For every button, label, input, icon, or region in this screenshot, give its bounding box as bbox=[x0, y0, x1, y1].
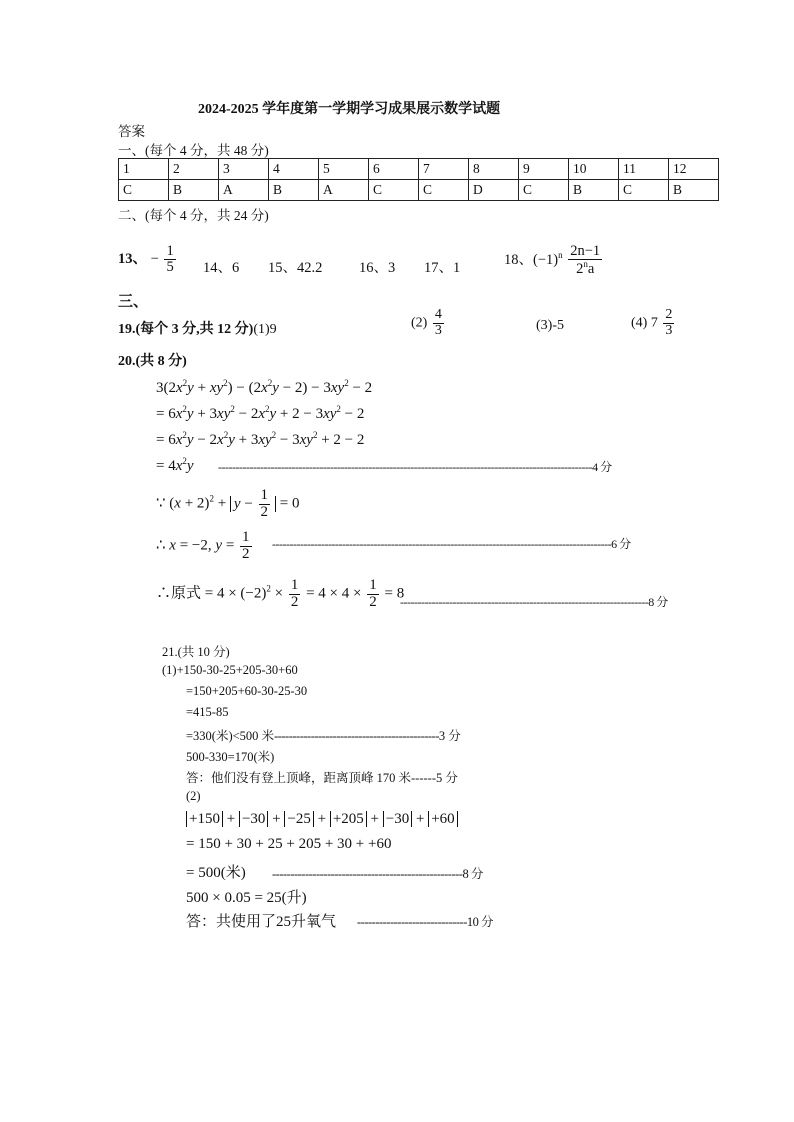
question-number: 8 bbox=[469, 159, 519, 180]
answer-cell: A bbox=[319, 180, 369, 201]
q21-line2: =150+205+60-30-25-30 bbox=[186, 684, 308, 698]
q19-part4-fraction bbox=[663, 308, 674, 338]
answer-cell: C bbox=[519, 180, 569, 201]
q15-answer: 15、42.2 bbox=[268, 260, 323, 276]
q19-part4 bbox=[631, 308, 676, 338]
q13-denominator: 5 bbox=[166, 259, 174, 276]
q21-part2: (2) bbox=[186, 789, 201, 803]
q19-part2-num: 4 bbox=[434, 307, 442, 322]
section1-heading: 一、(每个 4 分，共 48 分) bbox=[118, 143, 269, 158]
q20-result: ∴原式 = $4 \times (-2)^2$ × $\frac{1}{2}$ = 4 × 4 × $\frac{1}{2}$ = 8 bbox=[156, 577, 405, 610]
q19-part2 bbox=[411, 308, 446, 338]
answer-cell: C bbox=[419, 180, 469, 201]
answer-cell: B bbox=[669, 180, 719, 201]
q19-line bbox=[118, 318, 277, 338]
q21-dashes-10: ------------------------------10 分 bbox=[357, 915, 494, 929]
q18-numerator: 2n−1 bbox=[570, 243, 601, 259]
q14-answer: 14、6 bbox=[203, 260, 240, 276]
q13-answer bbox=[118, 244, 178, 275]
q19-part3: (3)-5 bbox=[536, 318, 564, 333]
q21-m2: = 150 + 30 + 25 + 205 + 30 + +60 bbox=[186, 836, 392, 852]
q17-answer: 17、1 bbox=[424, 260, 461, 276]
q21-line5: 500-330=170(米) bbox=[186, 750, 275, 764]
q20-label: 20.(共 8 分) bbox=[118, 354, 187, 369]
answer-table bbox=[118, 158, 719, 201]
q18-label: 18、 bbox=[504, 251, 533, 268]
question-number: 1 bbox=[119, 159, 169, 180]
q13-fraction bbox=[164, 244, 175, 275]
q21-score-8: 8 分 bbox=[462, 867, 483, 881]
answer-cell: C bbox=[369, 180, 419, 201]
question-number: 11 bbox=[619, 159, 669, 180]
answer-cell: C bbox=[619, 180, 669, 201]
q20-step4: = $4x^2y$ bbox=[156, 456, 194, 474]
answer-label: 答案 bbox=[118, 124, 145, 139]
q21-m5: 答：共使用了25升氧气 bbox=[186, 914, 337, 930]
q21-line4-text: =330(米)<500 米 bbox=[186, 729, 275, 743]
question-number: 5 bbox=[319, 159, 369, 180]
q13-label: 13、 bbox=[118, 251, 147, 268]
q13-numerator: 1 bbox=[166, 243, 174, 259]
q21-dashes-8: ----------------------------------------------------8 分 bbox=[272, 867, 483, 881]
q19-part4-label: (4) 7 bbox=[631, 315, 658, 331]
section3-heading: 三、 bbox=[118, 294, 149, 310]
q18-fraction bbox=[568, 244, 602, 277]
q19-part1: (1)9 bbox=[253, 322, 277, 337]
answer-cell: B bbox=[269, 180, 319, 201]
q21-part1: (1)+150-30-25+205-30+60 bbox=[162, 663, 298, 677]
q20-score-8: 8 分 bbox=[648, 595, 668, 609]
q18-exponent: n bbox=[558, 250, 563, 261]
q20-step3: = $6x^2y - 2x^2y + 3xy^2 - 3xy^2 + 2 - 2$ bbox=[156, 430, 365, 448]
q21-score-10: 10 分 bbox=[466, 915, 494, 929]
q18-denominator bbox=[574, 260, 596, 277]
q21-m4: 500 × 0.05 = 25(升) bbox=[186, 890, 307, 906]
q18-den-exp: n bbox=[583, 259, 588, 270]
answer-table-numbers-row bbox=[119, 159, 719, 180]
q21-label: 21.(共 10 分) bbox=[162, 645, 230, 659]
answer-cell: C bbox=[119, 180, 169, 201]
answer-table-answers-row bbox=[119, 180, 719, 201]
question-number: 9 bbox=[519, 159, 569, 180]
q20-dashes-8: -----------------------------------------------------------------------8 分 bbox=[400, 595, 668, 609]
q18-den-tail: a bbox=[587, 261, 595, 278]
answer-cell: B bbox=[569, 180, 619, 201]
q19-label: 19.(每个 3 分,共 12 分) bbox=[118, 322, 254, 337]
q20-condition: ∵ $(x + 2)^2 + y$ − $\frac{1}{2}$ = 0 bbox=[156, 487, 300, 520]
page-title: 2024-2025 学年度第一学期学习成果展示数学试题 bbox=[198, 102, 501, 117]
q20-score-6: 6 分 bbox=[611, 537, 631, 551]
q18-answer bbox=[504, 244, 604, 277]
q21-line3: =415-85 bbox=[186, 705, 229, 719]
q20-step1: $3(2x^2y + xy^2) - (2x^2y - 2) - 3xy^2 - 2$ bbox=[156, 378, 373, 396]
q19-part2-fraction bbox=[433, 308, 444, 338]
q21-m3: = 500(米) bbox=[186, 865, 246, 881]
q19-part2-label: (2) bbox=[411, 315, 428, 331]
answer-cell: A bbox=[219, 180, 269, 201]
q13-sign: − bbox=[150, 251, 159, 268]
q19-part2-den: 3 bbox=[434, 322, 442, 338]
question-number: 6 bbox=[369, 159, 419, 180]
q20-values: ∴ x = −2, y = $\frac{1}{2}$ bbox=[156, 529, 250, 562]
q16-answer: 16、3 bbox=[359, 260, 396, 276]
question-number: 3 bbox=[219, 159, 269, 180]
q20-dashes-6: -------------------------------------------------------------------------------------------------6 分 bbox=[272, 537, 631, 551]
question-number: 10 bbox=[569, 159, 619, 180]
section2-heading: 二、(每个 4 分，共 24 分) bbox=[118, 208, 269, 223]
question-number: 12 bbox=[669, 159, 719, 180]
q20-dashes-4: -----------------------------------------------------------------------------------------------------------4 分 bbox=[218, 460, 612, 474]
question-number: 4 bbox=[269, 159, 319, 180]
question-number: 2 bbox=[169, 159, 219, 180]
question-number: 7 bbox=[419, 159, 469, 180]
answer-cell: D bbox=[469, 180, 519, 201]
answer-cell: B bbox=[169, 180, 219, 201]
q21-score-3: 3 分 bbox=[438, 729, 461, 743]
q19-part4-num: 2 bbox=[665, 307, 673, 322]
q21-line4: =330(米)<500 米---------------------------------------------3 分 bbox=[186, 729, 461, 743]
q21-abs-sum: +150 + −30 + −25 + +205 + −30 + +60 bbox=[186, 811, 458, 828]
q19-part4-den: 3 bbox=[665, 322, 673, 338]
q18-den-base: 2 bbox=[576, 261, 584, 278]
q20-score-4: 4 分 bbox=[592, 460, 612, 474]
q18-base: (−1) bbox=[533, 251, 559, 268]
q20-step2: = $6x^2y + 3xy^2 - 2x^2y + 2 - 3xy^2 - 2$ bbox=[156, 404, 365, 422]
q21-line6: 答：他们没有登上顶峰，距离顶峰 170 米------5 分 bbox=[186, 771, 458, 785]
